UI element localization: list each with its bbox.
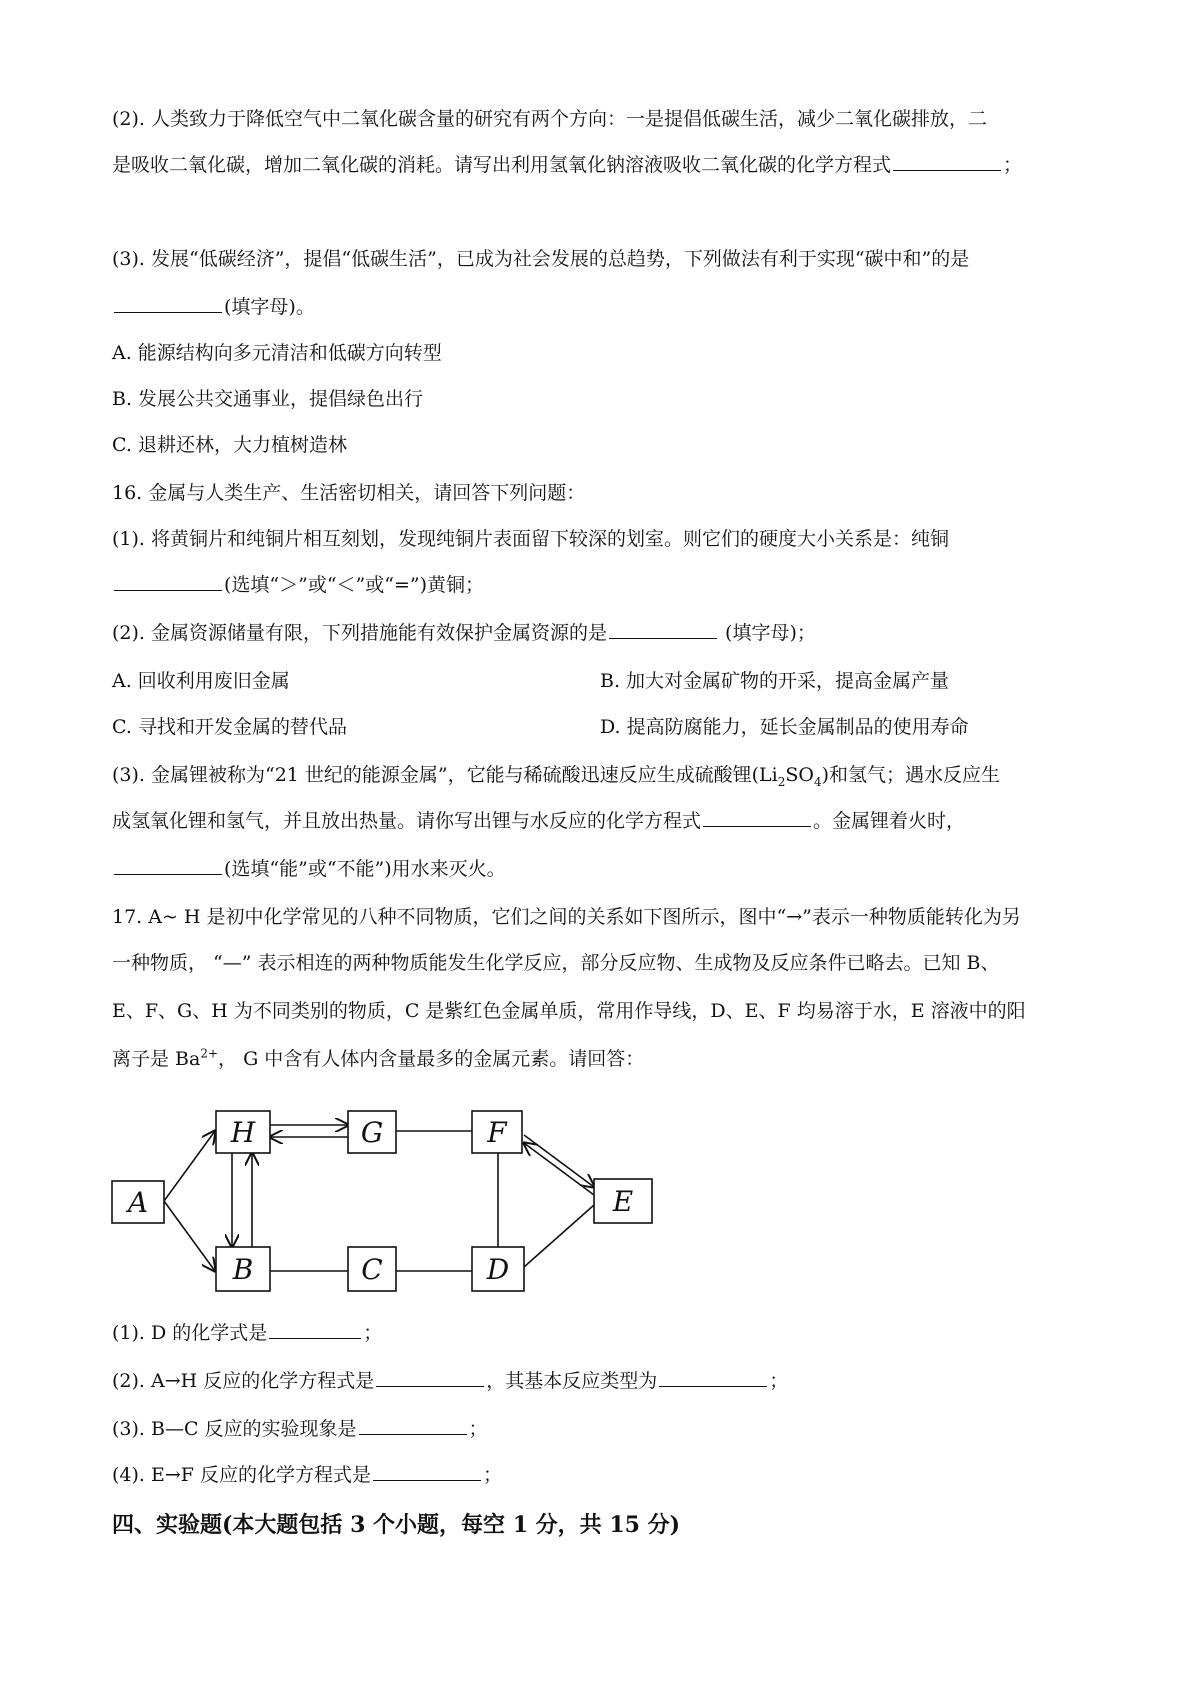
q17-sub4-text: (4). E→F 反应的化学方程式是	[112, 1464, 372, 1486]
q16-p3-line3-text: (选填“能”或“不能”)用水来灭火。	[224, 858, 506, 880]
q17-sub1-end: ；	[363, 1322, 383, 1344]
answer-blank[interactable]	[373, 1462, 481, 1481]
q17-stem-line2-text: 一种物质， “—” 表示相连的两种物质能发生化学反应，部分反应物、生成物及反应条件已略去。已知 B、	[112, 952, 1000, 974]
q16-p1-line1	[112, 526, 949, 552]
q17-stem-line4	[112, 1046, 644, 1072]
subscript: 2	[777, 774, 786, 789]
q16-p1-line1-text: (1). 将黄铜片和纯铜片相互刻划，发现纯铜片表面留下较深的划室。则它们的硬度大小关系是：纯铜	[112, 528, 949, 550]
q15-option-b-text: B. 发展公共交通事业，提倡绿色出行	[112, 388, 424, 410]
q16-p1-line2	[112, 572, 484, 598]
q16-p3-line2	[112, 808, 965, 834]
node-b-label: B	[232, 1253, 254, 1286]
substance-relationship-diagram	[100, 1095, 700, 1325]
q16-p3-line1-a: (3). 金属锂被称为“21 世纪的能源金属”，它能与稀硫酸迅速反应生成硫酸锂(Li	[112, 764, 778, 786]
q15-option-a	[112, 340, 442, 366]
q16-options-row1	[112, 668, 1112, 694]
edge-e-d	[524, 1205, 594, 1267]
section-heading: 四、实验题(本大题包括 3 个小题，每空 1 分，共 15 分)	[112, 1512, 681, 1538]
q17-sub1-text: (1). D 的化学式是	[112, 1322, 268, 1344]
answer-blank[interactable]	[359, 1416, 467, 1435]
q17-stem-line1-text: 17. A~ H 是初中化学常见的八种不同物质，它们之间的关系如下图所示，图中“→”表示一种物质能转化为另	[112, 906, 1021, 928]
node-c-label: C	[361, 1253, 383, 1286]
answer-blank[interactable]	[114, 294, 222, 313]
q16-p2	[112, 620, 816, 646]
q16-option-a-text: A. 回收利用废旧金属	[112, 670, 290, 692]
q15-p3-line2	[112, 294, 315, 320]
q16-stem	[112, 480, 585, 506]
q16-p2-text: (2). 金属资源储量有限，下列措施能有效保护金属资源的是	[112, 622, 607, 644]
subscript: 4	[813, 774, 822, 789]
q17-sub2-end: ；	[769, 1370, 789, 1392]
q16-p1-line2-text: (选填“＞”或“＜”或“=”)黄铜；	[224, 574, 485, 596]
superscript: 2+	[200, 1046, 219, 1061]
q16-option-c-text: C. 寻找和开发金属的替代品	[112, 716, 347, 738]
q15-p3-line1-text: (3). 发展“低碳经济”，提倡“低碳生活”，已成为社会发展的总趋势，下列做法有利于实现“碳中和”的是	[112, 248, 970, 270]
q17-stem-line3-text: E、F、G、H 为不同类别的物质，C 是紫红色金属单质，常用作导线，D、E、F 均易溶于水，E 溶液中的阳	[112, 1000, 1026, 1022]
q16-option-b-text: B. 加大对金属矿物的开采，提高金属产量	[600, 670, 950, 692]
q17-sub3	[112, 1416, 488, 1442]
node-e-label: E	[612, 1185, 634, 1218]
q16-option-d-text: D. 提高防腐能力，延长金属制品的使用寿命	[600, 716, 969, 738]
q17-sub2-a: (2). A→H 反应的化学方程式是	[112, 1370, 375, 1392]
answer-blank[interactable]	[114, 572, 222, 591]
q15-p2-line2-end: ；	[1003, 154, 1023, 176]
q16-options-row2	[112, 714, 1112, 740]
answer-blank[interactable]	[659, 1368, 767, 1387]
node-d-label: D	[486, 1253, 510, 1286]
q17-sub3-end: ；	[468, 1418, 488, 1440]
answer-blank[interactable]	[269, 1320, 361, 1339]
q17-stem-line4-b: ， G 中含有人体内含量最多的金属元素。请回答：	[218, 1048, 645, 1070]
answer-blank[interactable]	[703, 808, 811, 827]
q17-sub2-b: ，其基本反应类型为	[486, 1370, 658, 1392]
q17-sub2	[112, 1368, 788, 1394]
node-a-label: A	[127, 1186, 149, 1219]
q16-stem-text: 16. 金属与人类生产、生活密切相关，请回答下列问题：	[112, 482, 586, 504]
q16-p2-end: (填字母)；	[719, 622, 816, 644]
q15-p2-line1	[112, 106, 987, 132]
q17-sub3-text: (3). B—C 反应的实验现象是	[112, 1418, 357, 1440]
q15-p2-line2-text: 是吸收二氧化碳，增加二氧化碳的消耗。请写出利用氢氧化钠溶液吸收二氧化碳的化学方程式	[112, 154, 892, 176]
q15-p2-line2	[112, 152, 1022, 178]
q17-stem-line3	[112, 998, 1026, 1024]
q16-p3-formula-mid: SO	[785, 764, 814, 786]
q15-option-b	[112, 386, 423, 412]
q15-option-a-text: A. 能源结构向多元清洁和低碳方向转型	[112, 342, 442, 364]
answer-blank[interactable]	[114, 856, 222, 875]
node-h-label: H	[230, 1116, 256, 1149]
edge-a-to-h	[164, 1131, 215, 1201]
q17-sub4	[112, 1462, 502, 1488]
q15-option-c	[112, 432, 347, 458]
q15-p3-line2-text: (填字母)。	[224, 296, 315, 318]
q17-sub1	[112, 1320, 382, 1346]
q15-p2-line1-text: (2). 人类致力于降低空气中二氧化碳含量的研究有两个方向：一是提倡低碳生活，减少二氧化碳排放，二	[112, 108, 987, 130]
q15-option-c-text: C. 退耕还林，大力植树造林	[112, 434, 347, 456]
edge-a-to-b	[164, 1201, 215, 1271]
answer-blank[interactable]	[609, 620, 717, 639]
q17-stem-line1	[112, 904, 1021, 930]
q15-p3-line1	[112, 246, 969, 272]
edge-e-to-f	[524, 1143, 594, 1195]
q16-p3-line2-b: 。金属锂着火时，	[813, 810, 966, 832]
q17-stem-line4-a: 离子是 Ba	[112, 1048, 201, 1070]
q16-p3-line1-b: )和氢气；遇水反应生	[821, 764, 1001, 786]
q16-p3-line2-a: 成氢氧化锂和氢气，并且放出热量。请你写出锂与水反应的化学方程式	[112, 810, 702, 832]
answer-blank[interactable]	[376, 1368, 484, 1387]
q17-sub4-end: ；	[483, 1464, 503, 1486]
q16-p3-line3	[112, 856, 506, 882]
node-f-label: F	[487, 1116, 507, 1149]
q16-p3-line1	[112, 762, 1000, 788]
edge-f-to-e	[524, 1135, 594, 1187]
node-g-label: G	[360, 1116, 384, 1149]
answer-blank[interactable]	[893, 152, 1001, 171]
q17-stem-line2	[112, 950, 1000, 976]
